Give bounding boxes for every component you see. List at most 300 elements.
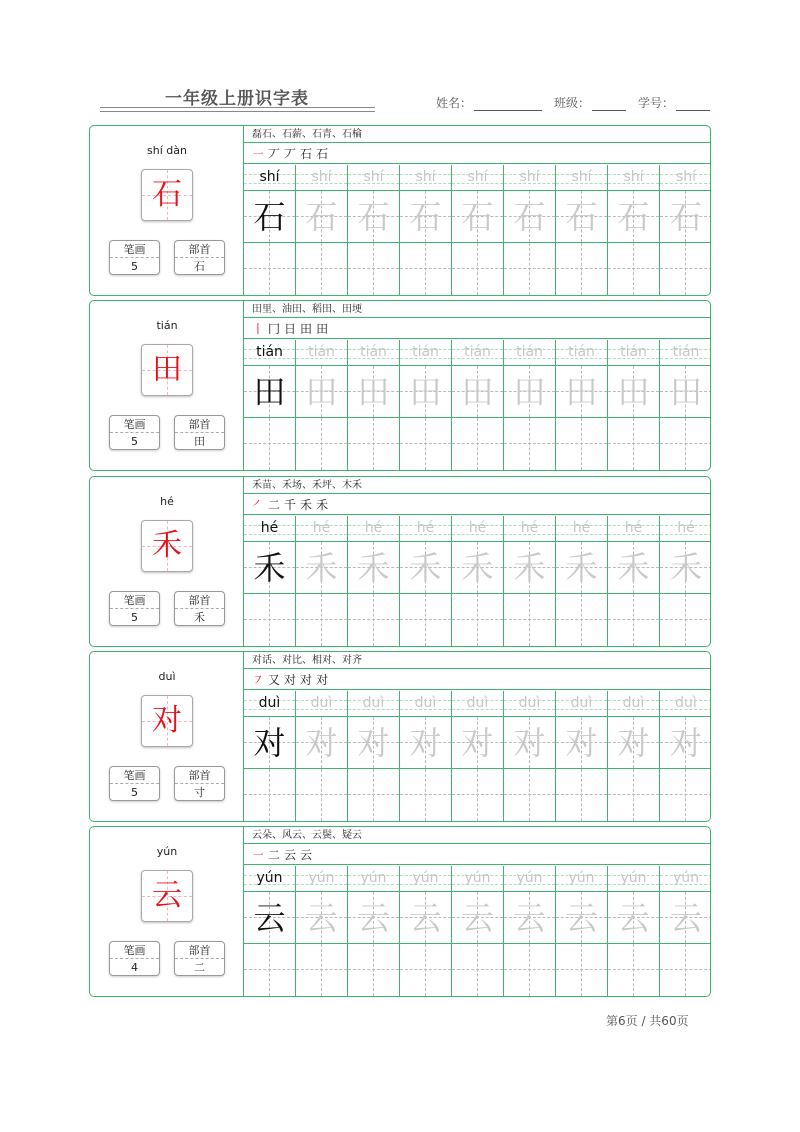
radical-label: 部首 xyxy=(175,416,224,433)
pinyin-trace: tián xyxy=(568,344,595,360)
practice-area xyxy=(244,301,710,470)
character-trace: 禾 xyxy=(357,549,390,587)
character-trace: 云 xyxy=(617,899,650,937)
radical-value: 石 xyxy=(194,260,205,273)
blank-practice-cell[interactable] xyxy=(296,769,347,821)
pinyin-model: hé xyxy=(260,520,279,536)
blank-practice-cell[interactable] xyxy=(660,418,711,470)
character-model: 禾 xyxy=(253,549,286,587)
stroke-step: 对 xyxy=(316,673,329,687)
pinyin-cell xyxy=(244,165,295,191)
name-blank[interactable] xyxy=(474,98,542,111)
character-trace: 石 xyxy=(409,198,442,236)
stroke-count-box xyxy=(109,415,160,450)
character-card xyxy=(89,300,711,471)
stroke-step: ㇐ xyxy=(252,848,265,862)
pinyin-cell[interactable] xyxy=(348,691,399,717)
character-trace: 对 xyxy=(357,724,390,762)
character-cell[interactable] xyxy=(348,542,399,594)
grid-column xyxy=(400,691,452,821)
blank-practice-cell[interactable] xyxy=(556,243,607,295)
character-trace: 田 xyxy=(669,373,702,411)
blank-practice-cell[interactable] xyxy=(608,418,659,470)
character-cell[interactable] xyxy=(400,892,451,944)
blank-practice-cell[interactable] xyxy=(244,944,295,996)
pinyin-trace: tián xyxy=(308,344,335,360)
pinyin-cell[interactable] xyxy=(296,691,347,717)
blank-practice-cell[interactable] xyxy=(400,243,451,295)
grid-column xyxy=(608,340,660,470)
pinyin-trace: shí xyxy=(363,169,384,185)
pinyin-trace: yún xyxy=(464,870,491,886)
character-trace: 云 xyxy=(305,899,338,937)
grid-column xyxy=(348,340,400,470)
blank-practice-cell[interactable] xyxy=(452,418,503,470)
character-model: 田 xyxy=(253,373,286,411)
blank-practice-cell[interactable] xyxy=(348,418,399,470)
character-card xyxy=(89,826,711,997)
character-cell[interactable] xyxy=(556,892,607,944)
tracing-grid xyxy=(244,340,710,470)
blank-practice-cell[interactable] xyxy=(556,944,607,996)
pinyin-cell[interactable] xyxy=(400,340,451,366)
pinyin-trace: hé xyxy=(677,520,695,536)
character-box xyxy=(141,695,193,747)
stroke-step: 田 xyxy=(316,322,329,336)
student-fields xyxy=(436,94,710,111)
blank-practice-cell[interactable] xyxy=(452,769,503,821)
blank-practice-cell[interactable] xyxy=(608,243,659,295)
stroke-count-label: 笔画 xyxy=(110,416,159,433)
blank-practice-cell[interactable] xyxy=(348,944,399,996)
grid-column xyxy=(348,691,400,821)
pinyin-cell[interactable] xyxy=(296,165,347,191)
grid-column xyxy=(296,340,348,470)
character-cell[interactable] xyxy=(400,542,451,594)
character-trace: 田 xyxy=(461,373,494,411)
character-trace: 石 xyxy=(513,198,546,236)
character-pinyin: shí dàn xyxy=(147,144,187,157)
grid-column xyxy=(504,165,556,295)
grid-column xyxy=(660,691,711,821)
grid-column xyxy=(348,165,400,295)
stroke-step: 丆 xyxy=(268,147,281,161)
blank-practice-cell[interactable] xyxy=(452,594,503,646)
example-words: 云朵、风云、云鬓、疑云 xyxy=(244,827,710,844)
pinyin-cell[interactable] xyxy=(296,340,347,366)
character-cell[interactable] xyxy=(660,542,711,594)
number-field[interactable] xyxy=(638,94,710,111)
blank-practice-cell[interactable] xyxy=(400,769,451,821)
character-red: 对 xyxy=(152,703,182,738)
blank-practice-cell[interactable] xyxy=(400,594,451,646)
character-trace: 对 xyxy=(513,724,546,762)
grid-column xyxy=(452,516,504,646)
pinyin-cell[interactable] xyxy=(296,516,347,542)
character-cell[interactable] xyxy=(452,191,503,243)
stroke-order xyxy=(244,144,710,164)
practice-area xyxy=(244,126,710,295)
example-words: 对话、对比、相对、对齐 xyxy=(244,652,710,669)
radical-box xyxy=(174,240,225,275)
grid-column xyxy=(608,165,660,295)
radical-box xyxy=(174,415,225,450)
pinyin-trace: tián xyxy=(672,344,700,360)
stroke-count-box xyxy=(109,941,160,976)
blank-practice-cell[interactable] xyxy=(244,243,295,295)
pinyin-cell[interactable] xyxy=(504,866,555,892)
character-cell[interactable] xyxy=(504,717,555,769)
stroke-step: 对 xyxy=(300,673,313,687)
character-cell xyxy=(244,892,295,944)
character-card xyxy=(89,651,711,822)
character-summary xyxy=(90,126,244,295)
character-box xyxy=(141,169,193,221)
character-cell[interactable] xyxy=(660,191,711,243)
character-cell[interactable] xyxy=(296,366,347,418)
grid-column xyxy=(400,516,452,646)
blank-practice-cell[interactable] xyxy=(504,418,555,470)
character-box xyxy=(141,344,193,396)
blank-practice-cell[interactable] xyxy=(556,418,607,470)
blank-practice-cell[interactable] xyxy=(244,418,295,470)
practice-area xyxy=(244,477,710,646)
blank-practice-cell[interactable] xyxy=(244,769,295,821)
character-cell[interactable] xyxy=(452,717,503,769)
pinyin-trace: hé xyxy=(468,520,487,536)
radical-value: 二 xyxy=(194,961,205,974)
character-cell[interactable] xyxy=(608,542,659,594)
character-red: 石 xyxy=(152,177,182,212)
character-cell[interactable] xyxy=(348,191,399,243)
name-label: 姓名： xyxy=(435,96,472,110)
pinyin-model: yún xyxy=(256,870,283,886)
stroke-count-label: 笔画 xyxy=(110,767,159,784)
character-trace: 云 xyxy=(409,899,442,937)
character-summary xyxy=(90,301,244,470)
character-trace: 石 xyxy=(305,198,338,236)
example-words: 磊石、石薪、石青、石棆 xyxy=(244,126,710,143)
pinyin-cell[interactable] xyxy=(660,340,711,366)
character-trace: 云 xyxy=(565,899,598,937)
character-trace: 云 xyxy=(357,899,390,937)
blank-practice-cell[interactable] xyxy=(504,769,555,821)
character-trace: 石 xyxy=(617,198,650,236)
blank-practice-cell[interactable] xyxy=(296,243,347,295)
grid-column xyxy=(400,866,452,996)
grid-column xyxy=(244,165,296,295)
pinyin-cell[interactable] xyxy=(556,691,607,717)
blank-practice-cell[interactable] xyxy=(452,944,503,996)
pinyin-cell xyxy=(244,516,295,542)
character-cell[interactable] xyxy=(504,542,555,594)
stroke-step: 石 xyxy=(316,147,329,161)
pinyin-trace: shí xyxy=(623,169,644,185)
character-trace: 田 xyxy=(409,373,442,411)
stroke-order xyxy=(244,319,710,339)
character-cell[interactable] xyxy=(348,892,399,944)
character-model: 石 xyxy=(253,198,286,236)
pinyin-trace: duì xyxy=(414,695,437,711)
character-cell[interactable] xyxy=(556,191,607,243)
grid-column xyxy=(296,691,348,821)
pinyin-trace: tián xyxy=(360,344,387,360)
character-trace: 禾 xyxy=(461,549,494,587)
blank-practice-cell[interactable] xyxy=(400,418,451,470)
grid-column xyxy=(452,165,504,295)
blank-practice-cell[interactable] xyxy=(504,944,555,996)
radical-label: 部首 xyxy=(175,942,224,959)
blank-practice-cell[interactable] xyxy=(660,944,711,996)
character-summary xyxy=(90,827,244,996)
pinyin-cell[interactable] xyxy=(400,516,451,542)
character-summary xyxy=(90,477,244,646)
pinyin-cell[interactable] xyxy=(660,691,711,717)
grid-column xyxy=(556,165,608,295)
character-cell[interactable] xyxy=(452,542,503,594)
pinyin-cell[interactable] xyxy=(660,165,711,191)
character-cell[interactable] xyxy=(452,366,503,418)
stroke-step: ㇒ xyxy=(252,498,265,512)
stroke-step: 二 xyxy=(268,498,281,512)
stroke-count-box xyxy=(109,766,160,801)
grid-column xyxy=(244,340,296,470)
pinyin-cell[interactable] xyxy=(660,516,711,542)
blank-practice-cell[interactable] xyxy=(504,243,555,295)
character-cell[interactable] xyxy=(556,717,607,769)
blank-practice-cell[interactable] xyxy=(348,594,399,646)
pinyin-cell[interactable] xyxy=(608,340,659,366)
radical-label: 部首 xyxy=(175,592,224,609)
blank-practice-cell[interactable] xyxy=(400,944,451,996)
character-trace: 石 xyxy=(357,198,390,236)
character-cell[interactable] xyxy=(660,366,711,418)
blank-practice-cell[interactable] xyxy=(244,594,295,646)
grid-column xyxy=(244,516,296,646)
character-cell[interactable] xyxy=(660,717,711,769)
character-cell[interactable] xyxy=(608,892,659,944)
stroke-step: 丨 xyxy=(252,322,265,336)
pinyin-cell[interactable] xyxy=(296,866,347,892)
class-blank[interactable] xyxy=(592,98,626,111)
pinyin-cell[interactable] xyxy=(348,516,399,542)
stroke-step: 禾 xyxy=(300,498,313,512)
number-blank[interactable] xyxy=(676,98,710,111)
character-cell xyxy=(244,191,295,243)
grid-column xyxy=(660,340,711,470)
grid-column xyxy=(348,866,400,996)
stroke-step: 二 xyxy=(268,848,281,862)
character-cell[interactable] xyxy=(608,191,659,243)
character-trace: 石 xyxy=(461,198,494,236)
example-words: 田里、油田、稻田、田埂 xyxy=(244,301,710,318)
character-trace: 石 xyxy=(669,198,702,236)
grid-column xyxy=(556,516,608,646)
character-cell[interactable] xyxy=(296,717,347,769)
pinyin-cell[interactable] xyxy=(608,165,659,191)
character-pinyin: duì xyxy=(158,670,176,683)
pinyin-cell xyxy=(244,866,295,892)
character-summary xyxy=(90,652,244,821)
character-red: 云 xyxy=(152,878,182,913)
character-trace: 田 xyxy=(513,373,546,411)
pinyin-cell[interactable] xyxy=(504,691,555,717)
character-trace: 对 xyxy=(669,724,702,762)
character-cell[interactable] xyxy=(608,717,659,769)
tracing-grid xyxy=(244,691,710,821)
pinyin-trace: tián xyxy=(464,344,491,360)
character-trace: 对 xyxy=(617,724,650,762)
character-cell[interactable] xyxy=(400,717,451,769)
character-box xyxy=(141,520,193,572)
pinyin-cell[interactable] xyxy=(556,866,607,892)
character-model: 云 xyxy=(253,899,286,937)
character-trace: 石 xyxy=(565,198,598,236)
grid-column xyxy=(608,516,660,646)
tracing-grid xyxy=(244,516,710,646)
grid-column xyxy=(452,691,504,821)
pinyin-cell[interactable] xyxy=(660,866,711,892)
pinyin-cell[interactable] xyxy=(556,516,607,542)
pinyin-cell[interactable] xyxy=(452,691,503,717)
character-cell[interactable] xyxy=(556,366,607,418)
character-cell[interactable] xyxy=(296,542,347,594)
grid-column xyxy=(504,866,556,996)
character-trace: 对 xyxy=(565,724,598,762)
pinyin-trace: duì xyxy=(570,695,593,711)
pinyin-trace: duì xyxy=(310,695,333,711)
pinyin-cell[interactable] xyxy=(400,866,451,892)
blank-practice-cell[interactable] xyxy=(348,769,399,821)
blank-practice-cell[interactable] xyxy=(452,243,503,295)
character-cell[interactable] xyxy=(348,717,399,769)
pinyin-cell[interactable] xyxy=(452,866,503,892)
character-box xyxy=(141,870,193,922)
pinyin-trace: tián xyxy=(516,344,543,360)
pinyin-trace: yún xyxy=(620,870,647,886)
blank-practice-cell[interactable] xyxy=(504,594,555,646)
stroke-count-value: 5 xyxy=(131,260,138,273)
blank-practice-cell[interactable] xyxy=(556,594,607,646)
pinyin-cell[interactable] xyxy=(504,165,555,191)
pinyin-cell[interactable] xyxy=(348,866,399,892)
class-label: 班级： xyxy=(553,96,590,110)
pinyin-cell[interactable] xyxy=(452,165,503,191)
blank-practice-cell[interactable] xyxy=(296,944,347,996)
pinyin-cell[interactable] xyxy=(348,340,399,366)
character-trace: 田 xyxy=(617,373,650,411)
name-field[interactable] xyxy=(436,94,542,111)
character-cell[interactable] xyxy=(296,892,347,944)
pinyin-trace: tián xyxy=(620,344,647,360)
stroke-step: 对 xyxy=(284,673,297,687)
pinyin-trace: shí xyxy=(675,169,697,185)
character-card xyxy=(89,125,711,296)
blank-practice-cell[interactable] xyxy=(296,594,347,646)
blank-practice-cell[interactable] xyxy=(608,769,659,821)
character-trace: 禾 xyxy=(409,549,442,587)
character-trace: 对 xyxy=(409,724,442,762)
grid-column xyxy=(608,691,660,821)
pinyin-cell[interactable] xyxy=(556,165,607,191)
blank-practice-cell[interactable] xyxy=(556,769,607,821)
pinyin-trace: yún xyxy=(672,870,700,886)
pinyin-cell[interactable] xyxy=(452,516,503,542)
pinyin-cell[interactable] xyxy=(504,340,555,366)
pinyin-cell[interactable] xyxy=(504,516,555,542)
character-cell[interactable] xyxy=(400,366,451,418)
blank-practice-cell[interactable] xyxy=(660,769,711,821)
stroke-step: 田 xyxy=(300,322,313,336)
stroke-step: 云 xyxy=(300,848,313,862)
pinyin-trace: hé xyxy=(364,520,383,536)
grid-column xyxy=(452,340,504,470)
stroke-step: ㇐ xyxy=(252,147,265,161)
grid-column xyxy=(504,516,556,646)
pinyin-trace: shí xyxy=(571,169,592,185)
pinyin-trace: duì xyxy=(362,695,385,711)
character-cell[interactable] xyxy=(504,892,555,944)
worksheet-header xyxy=(100,82,710,114)
grid-column xyxy=(244,866,296,996)
grid-column xyxy=(608,866,660,996)
stroke-step: ㇇ xyxy=(252,673,265,687)
character-trace: 禾 xyxy=(669,549,702,587)
pinyin-trace: shí xyxy=(467,169,488,185)
character-trace: 田 xyxy=(305,373,338,411)
pinyin-trace: yún xyxy=(308,870,335,886)
pinyin-cell[interactable] xyxy=(348,165,399,191)
pinyin-trace: shí xyxy=(311,169,332,185)
character-cell[interactable] xyxy=(608,366,659,418)
character-cell[interactable] xyxy=(556,542,607,594)
stroke-order xyxy=(244,495,710,515)
class-field[interactable] xyxy=(554,94,626,111)
pinyin-cell[interactable] xyxy=(608,691,659,717)
blank-practice-cell[interactable] xyxy=(296,418,347,470)
character-cell[interactable] xyxy=(296,191,347,243)
character-trace: 田 xyxy=(357,373,390,411)
stroke-count-value: 5 xyxy=(131,786,138,799)
pinyin-cell[interactable] xyxy=(556,340,607,366)
pinyin-cell[interactable] xyxy=(452,340,503,366)
pinyin-trace: duì xyxy=(675,695,697,711)
pinyin-cell[interactable] xyxy=(608,866,659,892)
character-trace: 禾 xyxy=(617,549,650,587)
radical-label: 部首 xyxy=(175,241,224,258)
character-cell[interactable] xyxy=(452,892,503,944)
character-cell[interactable] xyxy=(348,366,399,418)
pinyin-model: shí xyxy=(259,169,280,185)
blank-practice-cell[interactable] xyxy=(660,594,711,646)
stroke-step: 丆 xyxy=(284,147,297,161)
character-cell[interactable] xyxy=(660,892,711,944)
character-cell xyxy=(244,366,295,418)
character-red: 田 xyxy=(152,352,182,387)
pinyin-cell[interactable] xyxy=(608,516,659,542)
character-cell[interactable] xyxy=(504,191,555,243)
blank-practice-cell[interactable] xyxy=(608,594,659,646)
pinyin-cell[interactable] xyxy=(400,691,451,717)
blank-practice-cell[interactable] xyxy=(660,243,711,295)
pinyin-trace: tián xyxy=(412,344,439,360)
character-cell[interactable] xyxy=(400,191,451,243)
blank-practice-cell[interactable] xyxy=(608,944,659,996)
grid-column xyxy=(504,340,556,470)
pinyin-cell[interactable] xyxy=(400,165,451,191)
character-cell[interactable] xyxy=(504,366,555,418)
blank-practice-cell[interactable] xyxy=(348,243,399,295)
